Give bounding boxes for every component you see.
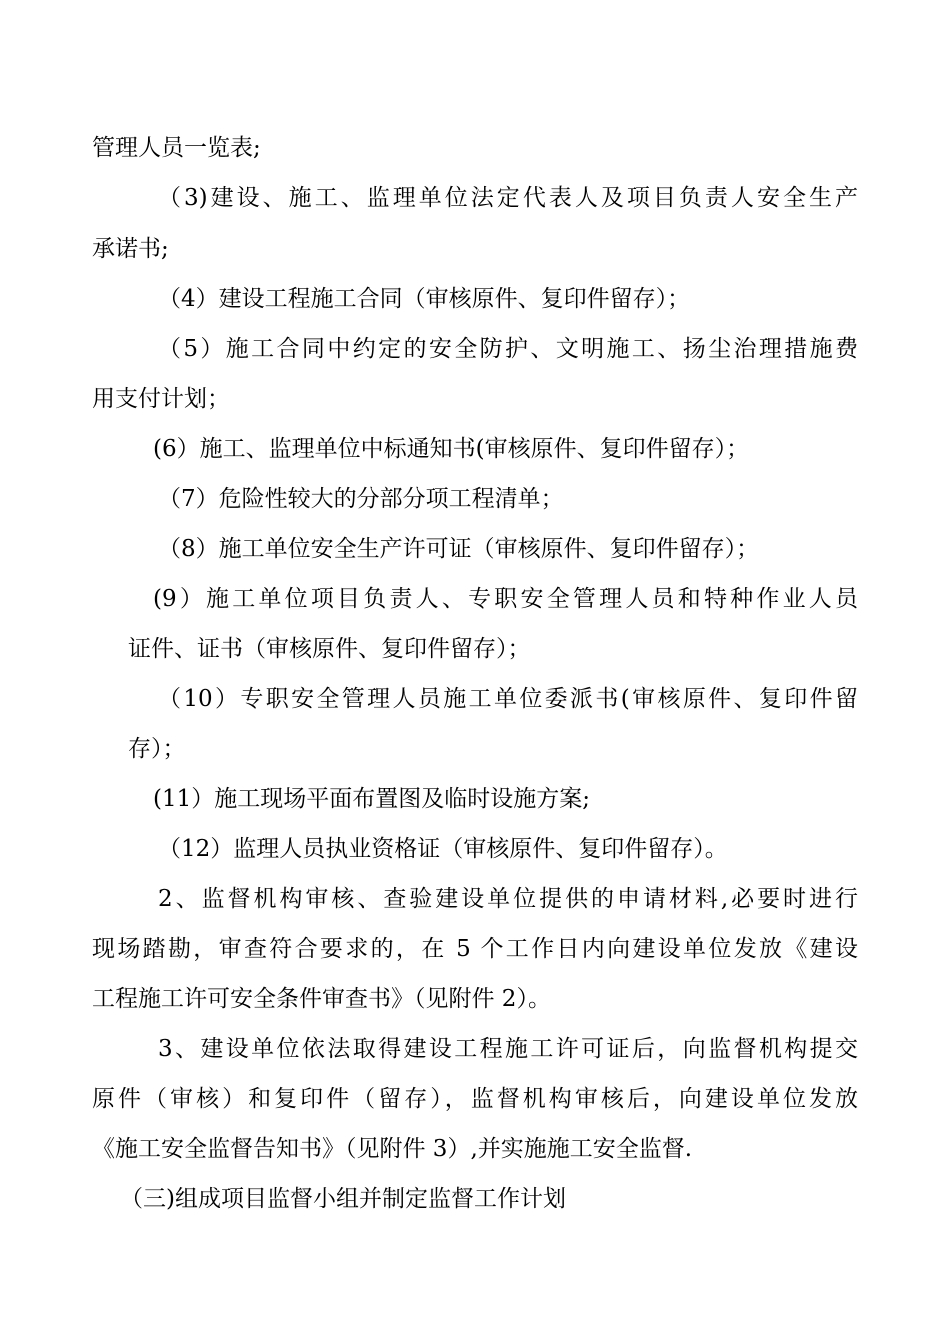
text-line: 工程施工许可安全条件审查书》（见附件 2）。 bbox=[92, 986, 551, 1012]
text-line: （4）建设工程施工合同（审核原件、复印件留存）； bbox=[158, 286, 691, 312]
text-line: （8）施工单位安全生产许可证（审核原件、复印件留存）； bbox=[158, 536, 760, 562]
text-line: 存）； bbox=[128, 736, 186, 762]
section-heading: （三)组成项目监督小组并制定监督工作计划 bbox=[120, 1186, 566, 1212]
text-line: 原件（审核）和复印件（留存），监督机构审核后，向建设单位发放 bbox=[92, 1086, 858, 1112]
text-line: 用支付计划； bbox=[92, 386, 230, 412]
text-line: （10）专职安全管理人员施工单位委派书(审核原件、复印件留 bbox=[158, 686, 858, 712]
text-line: (9）施工单位项目负责人、专职安全管理人员和特种作业人员 bbox=[153, 586, 858, 612]
text-line: （12）监理人员执业资格证（审核原件、复印件留存）。 bbox=[158, 836, 728, 862]
text-line: 管理人员一览表; bbox=[92, 135, 261, 161]
text-line: 《施工安全监督告知书》（见附件 3）,并实施施工安全监督. bbox=[92, 1136, 693, 1162]
text-line: 证件、证书（审核原件、复印件留存）； bbox=[128, 636, 531, 662]
text-line: （3)建设、施工、监理单位法定代表人及项目负责人安全生产 bbox=[158, 185, 858, 211]
text-line: （7）危险性较大的分部分项工程清单； bbox=[158, 486, 564, 512]
text-line: (11）施工现场平面布置图及临时设施方案; bbox=[153, 786, 590, 812]
text-line: 3、建设单位依法取得建设工程施工许可证后，向监督机构提交 bbox=[158, 1036, 858, 1062]
text-line: (6）施工、监理单位中标通知书(审核原件、复印件留存）； bbox=[153, 436, 750, 462]
text-line: （5）施工合同中约定的安全防护、文明施工、扬尘治理措施费 bbox=[158, 336, 858, 362]
text-line: 现场踏勘，审查符合要求的，在 5 个工作日内向建设单位发放《建设 bbox=[92, 936, 858, 962]
text-line: 承诺书; bbox=[92, 236, 169, 262]
text-line: 2、监督机构审核、查验建设单位提供的申请材料,必要时进行 bbox=[158, 886, 858, 912]
